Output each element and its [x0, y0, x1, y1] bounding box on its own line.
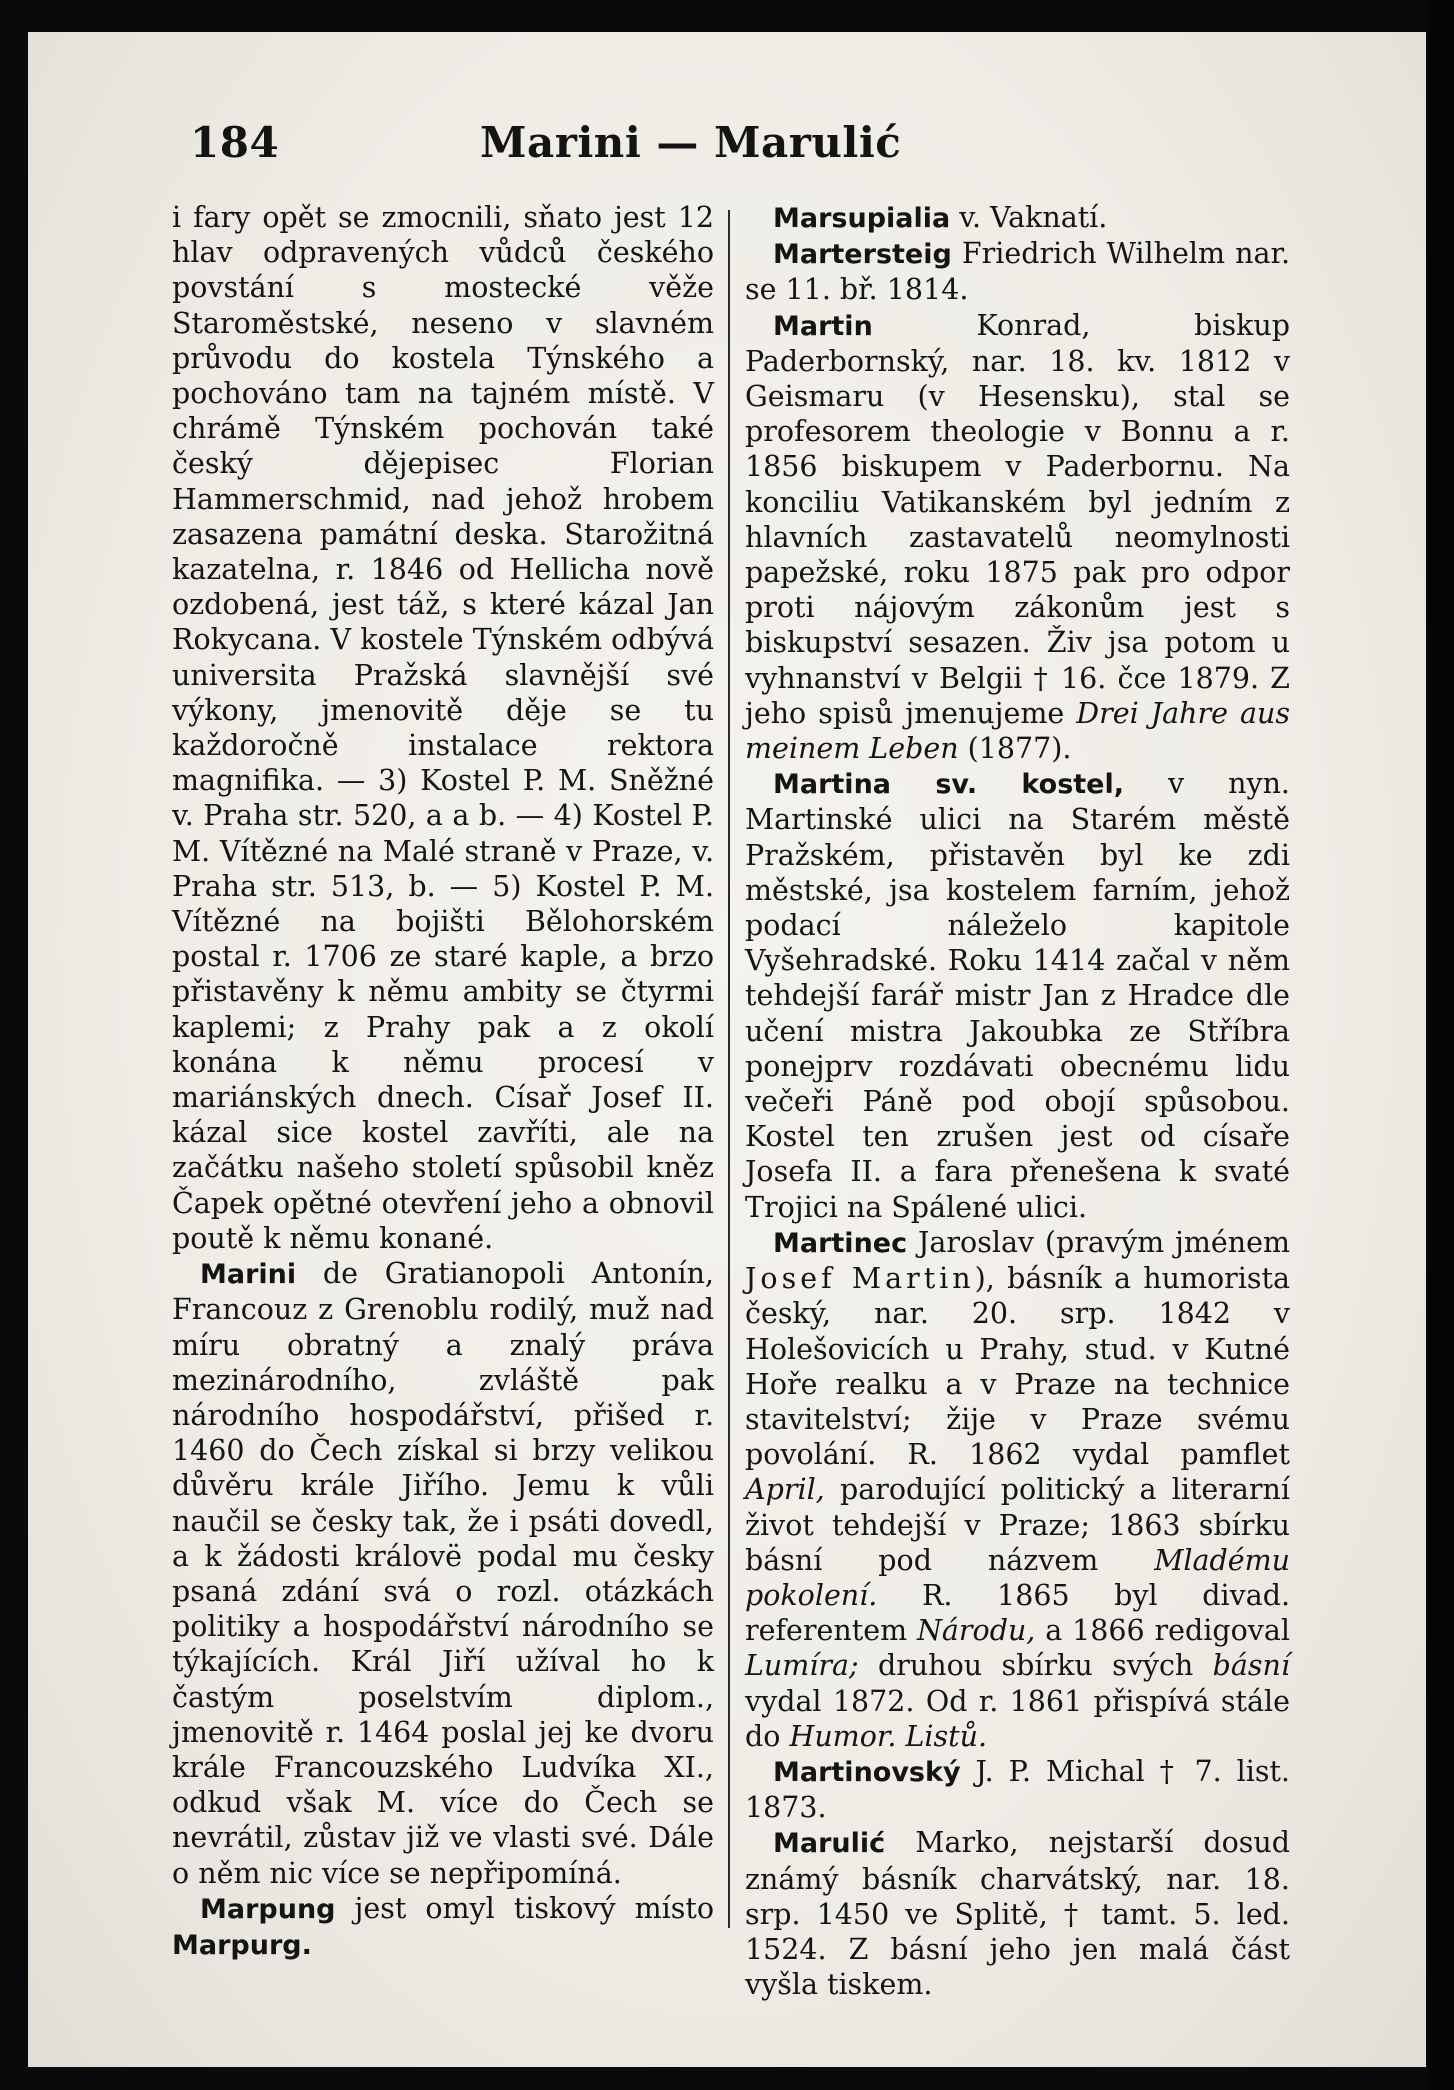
entry-martinec-text-2: ), básník a humorista český, nar. 20. srp. 1842 v Holešovicích u Prahy, stud. v Kutné Hoře realku a v Praze na technice stavitelství; žije v Praze svému povolání. R. 1862 vydal pamflet: [745, 1262, 1290, 1472]
left-column: [172, 200, 714, 1980]
headword-marsupialia: Marsupialia: [773, 203, 951, 234]
entry-martinovsky: [745, 1754, 1290, 1825]
entry-marsupialia: [745, 200, 1290, 236]
entry-marini-text: de Gratianopoli Antonín, Francouz z Grenoblu rodilý, muž nad míru obratný a znalý práva mezinárodního, zvláště pak národního hospodářství, přišed r. 1460 do Čech získal si brzy velikou důvěru krále Jiřího. Jemu k vůli naučil se česky tak, že i psáti dovedl, a k žádosti královë podal mu česky psaná zdání svá o rozl. otázkách politiky a hospodářství národního se týkajících. Král Jiří užíval ho k častým poselstvím diplom., jmenovitě r. 1464 poslal jej ke dvoru krále Francouzského Ludvíka XI., odkud však M. více do Čech se nevrátil, zůstav již ve vlasti své. Dále o něm nic více se nepřipomíná.: [172, 1257, 714, 1890]
entry-marpung-text: jest omyl tiskový místo: [335, 1891, 714, 1925]
crossref-marpurg: Marpurg.: [172, 1929, 312, 1961]
entry-martinec-text-1: Jaroslav (pravým jménem: [907, 1225, 1290, 1259]
entry-marini: [172, 1256, 714, 1891]
entry-martinovsky-text: J. P. Michal † 7. list. 1873.: [745, 1754, 1290, 1825]
entry-martin-text: Konrad, biskup Paderbornský, nar. 18. kv. 1812 v Geismaru (v Hesensku), stal se profesorem theologie v Bonnu a r. 1856 biskupem v Paderbornu. Na konciliu Vatikanském byl jedním z hlavních zastavatelů neomylnosti papežské, roku 1875 pak pro odpor proti nájovým zákonům jest s biskupství sesazen. Živ jsa potom u vyhnanství v Belgii † 16. čce 1879. Z jeho spisů jmenujeme: [745, 308, 1290, 730]
entry-martina: [745, 766, 1290, 1225]
page-title: Marini — Marulić: [480, 118, 902, 167]
headword-marini: Marini: [200, 1259, 297, 1291]
entry-martina-text: v nyn. Martinské ulici na Starém městě Pražském, přistavěn byl ke zdi městské, jsa kostelem farním, jehož podací náleželo kapitole Vyšehradské. Roku 1414 začal v něm tehdejší farář mistr Jan z Hradce dle učení mistra Jakoubka ze Stříbra ponejprv rozdávati obecnému lidu večeři Páně pod obojí spůsobou. Kostel ten zrušen jest od císaře Josefa II. a fara přenešena k svaté Trojici na Spálené ulici.: [745, 767, 1290, 1224]
entry-martersteig: [745, 236, 1290, 307]
entry-martin: [745, 308, 1290, 767]
headword-marulic: Marulić: [773, 1828, 886, 1860]
entry-martinec-narodu: Národu,: [916, 1614, 1036, 1648]
headword-martin: Martin: [773, 310, 873, 342]
headword-martinovsky: Martinovský: [773, 1756, 961, 1788]
headword-martina: Martina sv. kostel,: [773, 769, 1125, 801]
headword-martinec: Martinec: [773, 1227, 908, 1259]
right-column: [745, 200, 1290, 2002]
entry-marsupialia-text: v. Vaknatí.: [950, 201, 1108, 234]
headword-martersteig: Martersteig: [773, 239, 952, 271]
entry-martinec-text-3: parodující politický a literarní život tehdejší v Praze; 1863 sbírku básní pod názvem: [745, 1473, 1290, 1577]
entry-martinec-real-name: Josef Martin: [745, 1262, 975, 1296]
entry-martin-year: (1877).: [958, 732, 1072, 766]
entry-martinec-mlademu: Mladému pokolení.: [745, 1543, 1290, 1612]
entry-martinec-text-5: a 1866 redigoval: [1035, 1614, 1290, 1648]
entry-marulic-text: Marko, nejstarší dosud známý básník charvátský, nar. 18. srp. 1450 ve Splitě, † tamt. 5. led. 1524. Z básní jeho jen malá část vyšla tiskem.: [745, 1826, 1290, 2002]
entry-martinec-text-7: vydal 1872. Od r. 1861 přispívá stále do: [745, 1684, 1290, 1753]
entry-martinec-april: April,: [745, 1473, 825, 1507]
entry-continuation-tyn-church: i fary opět se zmocnili, sňato jest 12 hlav odpravených vůdců českého povstání s mostecké věže Staroměstské, neseno v slavném průvodu do kostela Týnského a pochováno tam na tajném místě. V chrámě Týnském pochován také český dějepisec Florian Hammerschmid, nad jehož hrobem zasazena památní deska. Starožitná kazatelna, r. 1846 od Hellicha nově ozdobená, jest táž, s které kázal Jan Rokycana. V kostele Týnském odbývá universita Pražská slavnější své výkony, jmenovitě děje se tu každoročně instalace rektora magnifika. — 3) Kostel P. M. Sněžné v. Praha str. 520, a a b. — 4) Kostel P. M. Vítězné na Malé straně v Praze, v. Praha str. 513, b. — 5) Kostel P. M. Vítězné na bojišti Bělohorském postal r. 1706 ze staré kaple, a brzo přistavěny k němu ambity se čtyrmi kaplemi; z Prahy pak a z okolí konána k němu procesí v mariánských dnech. Císař Josef II. kázal sice kostel zavříti, ale na začátku našeho století spůsobil kněz Čapek opětné otevření jeho a obnovil poutě k němu konané.: [172, 201, 714, 1255]
entry-martinec-basni: básní: [1212, 1649, 1290, 1683]
entry-martinec-lumira: Lumíra;: [745, 1649, 859, 1683]
entry-martinec-humor: Humor. Listů.: [789, 1719, 988, 1753]
entry-marulic: [745, 1825, 1290, 2002]
entry-martinec-text-6: druhou sbírku svých: [858, 1649, 1213, 1683]
scan-edge: [1428, 0, 1454, 2090]
entry-martinec-text-4: R. 1865 byl divad. referentem: [745, 1578, 1290, 1648]
page-number: 184: [190, 118, 280, 167]
page-header: [150, 118, 910, 178]
headword-marpung: Marpung: [200, 1893, 336, 1925]
column-divider: [728, 210, 730, 1928]
entry-martin-book-title: Drei Jahre aus meinem Leben: [745, 696, 1290, 766]
entry-marpung: [172, 1891, 714, 1963]
entry-martinec: [745, 1225, 1290, 1754]
entry-martersteig-text: Friedrich Wilhelm nar. se 11. bř. 1814.: [745, 237, 1290, 307]
